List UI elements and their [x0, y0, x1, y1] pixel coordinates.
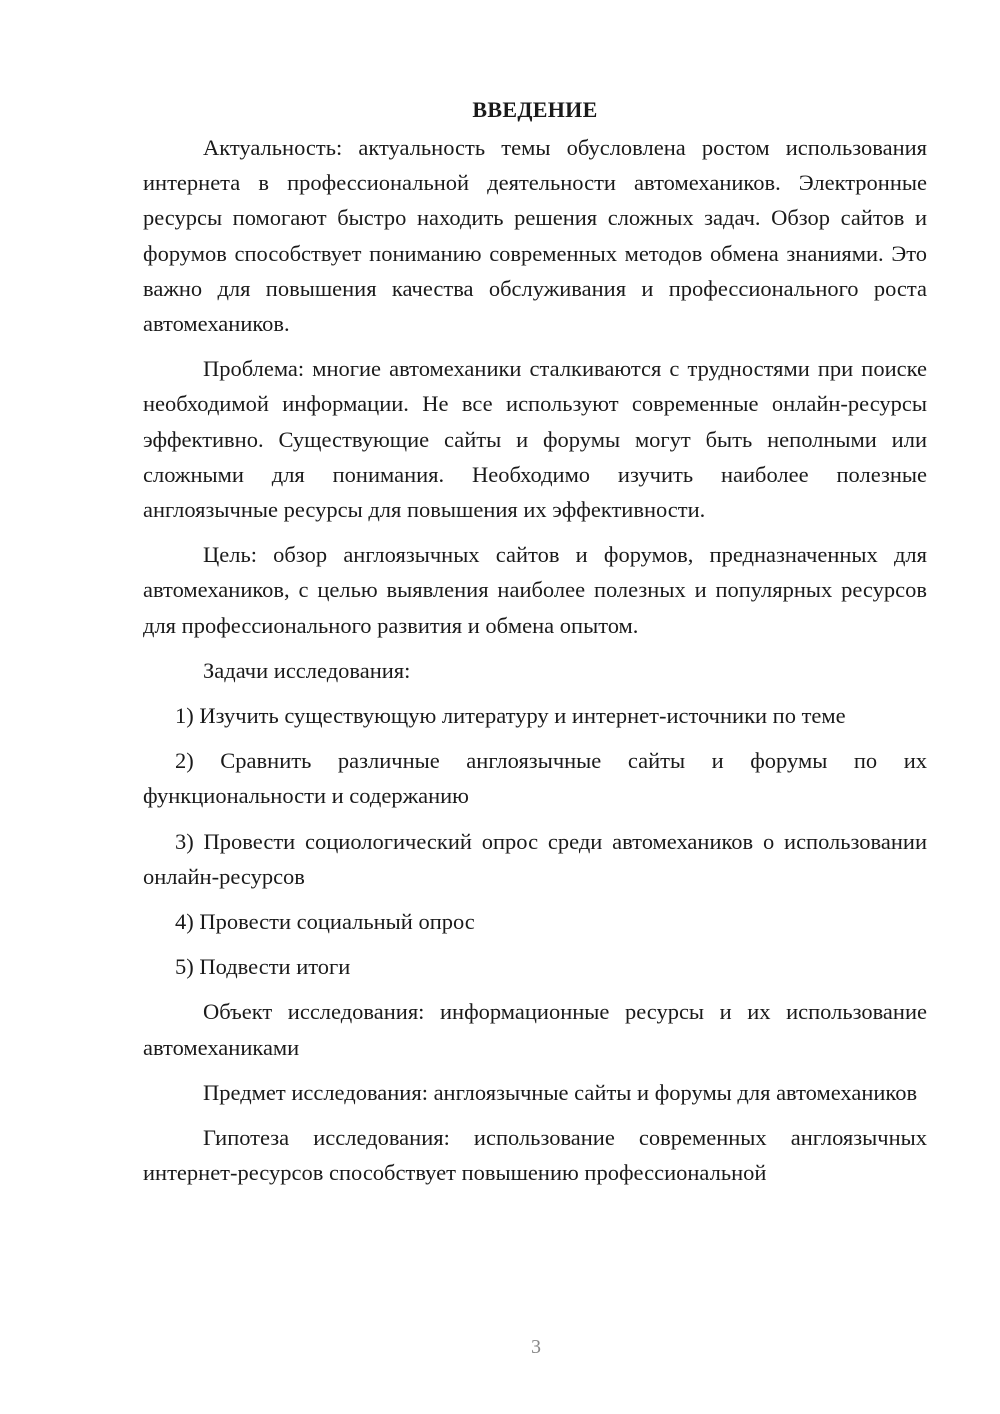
paragraph-hypothesis: Гипотеза исследования: использование современных англоязычных интернет-ресурсов способствует повышению профессиональной — [143, 1125, 927, 1186]
task-item-3: 3) Провести социологический опрос среди автомехаников о использовании онлайн-ресурсов — [143, 828, 927, 889]
page-number: 3 — [531, 1336, 541, 1358]
document-page — [143, 96, 927, 1190]
paragraph-goal: Цель: обзор англоязычных сайтов и форумов, предназначенных для автомехаников, с целью выявления наиболее полезных и популярных ресурсов для профессионального развития и обмена опытом. — [143, 542, 927, 638]
paragraph-subject: Предмет исследования: англоязычные сайты и форумы для автомехаников — [203, 1079, 918, 1105]
task-item-5: 5) Подвести итоги — [175, 954, 351, 980]
section-title: ВВЕДЕНИЕ — [472, 97, 598, 122]
task-item-4: 4) Провести социальный опрос — [175, 909, 475, 935]
paragraph-tasks-heading: Задачи исследования: — [203, 657, 411, 683]
task-item-2: 2) Сравнить различные англоязычные сайты и форумы по их функциональности и содержанию — [143, 748, 927, 809]
paragraph-problem: Проблема: многие автомеханики сталкиваются с трудностями при поиске необходимой информации. Не все используют современные онлайн-ресурсы эффективно. Существующие сайты и форумы могут быть неполными или сложными для понимания. Необходимо изучить наиболее полезные англоязычные ресурсы для повышения их эффективности. — [143, 356, 927, 523]
paragraph-object: Объект исследования: информационные ресурсы и их использование автомеханиками — [143, 999, 927, 1060]
task-item-1: 1) Изучить существующую литературу и интернет-источники по теме — [175, 703, 846, 729]
paragraph-relevance: Актуальность: актуальность темы обусловлена ростом использования интернета в профессиональной деятельности автомехаников. Электронные ресурсы помогают быстро находить решения сложных задач. Обзор сайтов и форумов способствует пониманию современных методов обмена знаниями. Это важно для повышения качества обслуживания и профессионального роста автомехаников. — [143, 135, 927, 337]
